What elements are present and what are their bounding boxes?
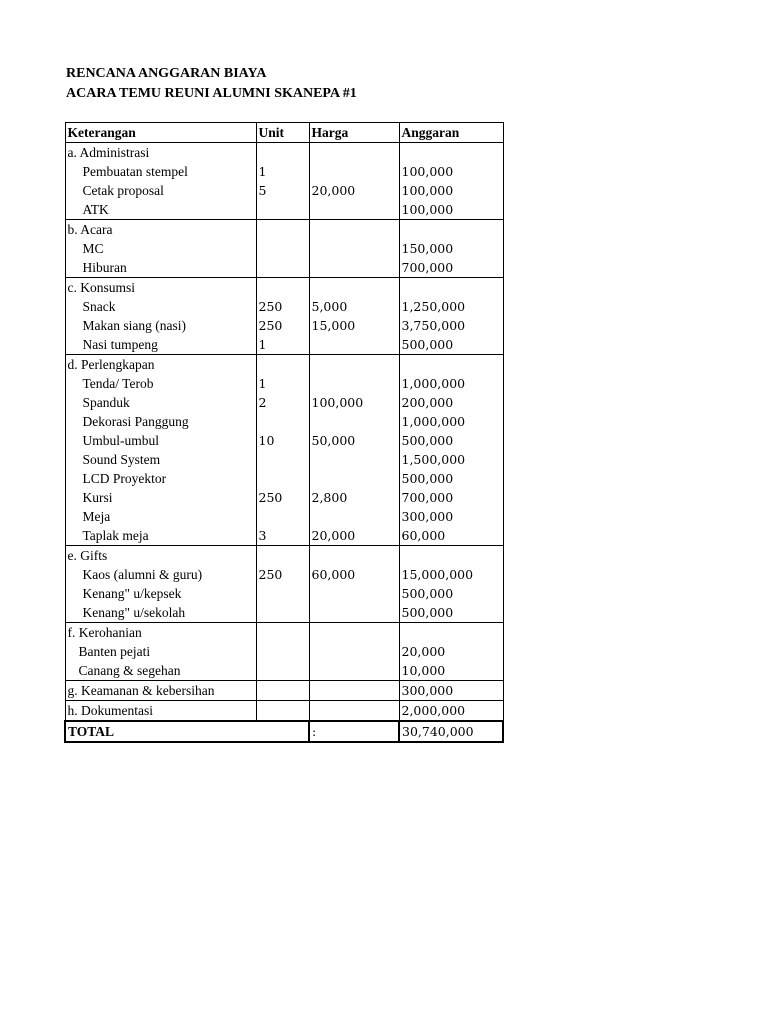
item-unit (256, 642, 309, 661)
item-unit: 250 (256, 316, 309, 335)
group-anggaran (399, 278, 503, 298)
group-label: g. Keamanan & kebersihan (65, 681, 256, 701)
group-label: e. Gifts (65, 546, 256, 566)
item-anggaran: 500,000 (399, 431, 503, 450)
item-anggaran: 500,000 (399, 603, 503, 623)
header-keterangan: Keterangan (65, 123, 256, 143)
item-name: MC (65, 239, 256, 258)
item-unit: 250 (256, 565, 309, 584)
header-anggaran: Anggaran (399, 123, 503, 143)
group-unit (256, 220, 309, 240)
item-harga: 20,000 (309, 181, 399, 200)
total-label: TOTAL (65, 721, 309, 742)
item-anggaran: 500,000 (399, 469, 503, 488)
item-anggaran: 60,000 (399, 526, 503, 546)
item-row (65, 162, 503, 181)
group-label: f. Kerohanian (65, 623, 256, 643)
group-anggaran (399, 220, 503, 240)
item-unit: 2 (256, 393, 309, 412)
budget-body (65, 143, 503, 722)
item-row (65, 469, 503, 488)
item-harga (309, 412, 399, 431)
item-row (65, 526, 503, 546)
item-row (65, 297, 503, 316)
item-anggaran: 300,000 (399, 507, 503, 526)
item-row (65, 584, 503, 603)
item-row (65, 316, 503, 335)
item-row (65, 258, 503, 278)
group-anggaran (399, 143, 503, 163)
item-name: Meja (65, 507, 256, 526)
item-harga (309, 239, 399, 258)
item-harga (309, 469, 399, 488)
item-name: Makan siang (nasi) (65, 316, 256, 335)
group-harga (309, 546, 399, 566)
total-amount: 30,740,000 (399, 721, 503, 742)
item-name: Dekorasi Panggung (65, 412, 256, 431)
item-unit (256, 661, 309, 681)
item-row (65, 393, 503, 412)
item-name: Hiburan (65, 258, 256, 278)
group-label: d. Perlengkapan (65, 355, 256, 375)
item-name: Sound System (65, 450, 256, 469)
group-row (65, 143, 503, 163)
group-label: h. Dokumentasi (65, 701, 256, 722)
item-harga (309, 162, 399, 181)
item-row (65, 181, 503, 200)
group-label: c. Konsumsi (65, 278, 256, 298)
item-harga (309, 335, 399, 355)
group-row (65, 546, 503, 566)
table-header-row (65, 123, 503, 143)
item-harga (309, 642, 399, 661)
item-harga (309, 258, 399, 278)
group-row (65, 623, 503, 643)
item-anggaran: 200,000 (399, 393, 503, 412)
item-anggaran: 1,250,000 (399, 297, 503, 316)
group-anggaran (399, 623, 503, 643)
item-harga (309, 603, 399, 623)
item-name: Tenda/ Terob (65, 374, 256, 393)
item-unit (256, 450, 309, 469)
item-name: Nasi tumpeng (65, 335, 256, 355)
item-unit: 10 (256, 431, 309, 450)
group-unit (256, 701, 309, 722)
item-harga: 5,000 (309, 297, 399, 316)
group-label: b. Acara (65, 220, 256, 240)
item-unit (256, 239, 309, 258)
item-anggaran: 100,000 (399, 181, 503, 200)
item-row (65, 488, 503, 507)
item-anggaran: 10,000 (399, 661, 503, 681)
group-unit (256, 278, 309, 298)
item-name: Banten pejati (65, 642, 256, 661)
group-harga (309, 681, 399, 701)
item-name: Umbul-umbul (65, 431, 256, 450)
item-row (65, 239, 503, 258)
item-anggaran: 15,000,000 (399, 565, 503, 584)
item-anggaran: 1,000,000 (399, 374, 503, 393)
group-unit (256, 355, 309, 375)
group-harga (309, 355, 399, 375)
item-row (65, 374, 503, 393)
document-title: RENCANA ANGGARAN BIAYA (66, 66, 267, 81)
group-row (65, 701, 503, 722)
item-anggaran: 1,000,000 (399, 412, 503, 431)
item-row (65, 507, 503, 526)
item-name: Kenang" u/sekolah (65, 603, 256, 623)
item-row (65, 431, 503, 450)
item-unit: 1 (256, 162, 309, 181)
group-row (65, 355, 503, 375)
item-name: Kursi (65, 488, 256, 507)
total-separator: : (309, 721, 399, 742)
item-name: Taplak meja (65, 526, 256, 546)
item-row (65, 335, 503, 355)
item-row (65, 200, 503, 220)
group-harga (309, 701, 399, 722)
item-unit (256, 507, 309, 526)
item-harga: 50,000 (309, 431, 399, 450)
group-harga (309, 623, 399, 643)
item-harga (309, 200, 399, 220)
header-unit: Unit (256, 123, 309, 143)
item-harga: 2,800 (309, 488, 399, 507)
total-row (65, 721, 503, 742)
item-unit (256, 258, 309, 278)
item-name: LCD Proyektor (65, 469, 256, 488)
item-harga: 60,000 (309, 565, 399, 584)
group-harga (309, 278, 399, 298)
item-row (65, 412, 503, 431)
item-unit: 250 (256, 297, 309, 316)
item-harga (309, 661, 399, 681)
item-harga (309, 450, 399, 469)
group-unit (256, 623, 309, 643)
document-subtitle: ACARA TEMU REUNI ALUMNI SKANEPA #1 (66, 86, 357, 101)
item-name: Canang & segehan (65, 661, 256, 681)
item-harga (309, 374, 399, 393)
item-anggaran: 700,000 (399, 488, 503, 507)
group-unit (256, 681, 309, 701)
group-row (65, 681, 503, 701)
item-unit (256, 584, 309, 603)
item-harga (309, 507, 399, 526)
group-label: a. Administrasi (65, 143, 256, 163)
item-row (65, 661, 503, 681)
item-unit (256, 603, 309, 623)
item-harga (309, 584, 399, 603)
item-anggaran: 500,000 (399, 584, 503, 603)
item-anggaran: 150,000 (399, 239, 503, 258)
item-name: Kenang" u/kepsek (65, 584, 256, 603)
group-anggaran (399, 355, 503, 375)
item-unit: 3 (256, 526, 309, 546)
item-unit: 5 (256, 181, 309, 200)
item-anggaran: 1,500,000 (399, 450, 503, 469)
group-row (65, 278, 503, 298)
item-anggaran: 20,000 (399, 642, 503, 661)
item-harga: 20,000 (309, 526, 399, 546)
item-row (65, 565, 503, 584)
group-unit (256, 546, 309, 566)
item-unit: 250 (256, 488, 309, 507)
item-name: Kaos (alumni & guru) (65, 565, 256, 584)
item-row (65, 450, 503, 469)
item-row (65, 642, 503, 661)
group-unit (256, 143, 309, 163)
item-name: Spanduk (65, 393, 256, 412)
item-unit: 1 (256, 335, 309, 355)
item-anggaran: 700,000 (399, 258, 503, 278)
item-harga: 100,000 (309, 393, 399, 412)
group-anggaran (399, 546, 503, 566)
item-name: ATK (65, 200, 256, 220)
group-harga (309, 220, 399, 240)
item-anggaran: 100,000 (399, 200, 503, 220)
item-anggaran: 500,000 (399, 335, 503, 355)
budget-table (64, 122, 504, 743)
item-unit (256, 200, 309, 220)
item-anggaran: 3,750,000 (399, 316, 503, 335)
item-row (65, 603, 503, 623)
header-harga: Harga (309, 123, 399, 143)
item-harga: 15,000 (309, 316, 399, 335)
item-anggaran: 100,000 (399, 162, 503, 181)
group-row (65, 220, 503, 240)
item-unit: 1 (256, 374, 309, 393)
item-name: Snack (65, 297, 256, 316)
group-harga (309, 143, 399, 163)
group-anggaran: 2,000,000 (399, 701, 503, 722)
group-anggaran: 300,000 (399, 681, 503, 701)
item-name: Cetak proposal (65, 181, 256, 200)
item-name: Pembuatan stempel (65, 162, 256, 181)
item-unit (256, 469, 309, 488)
item-unit (256, 412, 309, 431)
